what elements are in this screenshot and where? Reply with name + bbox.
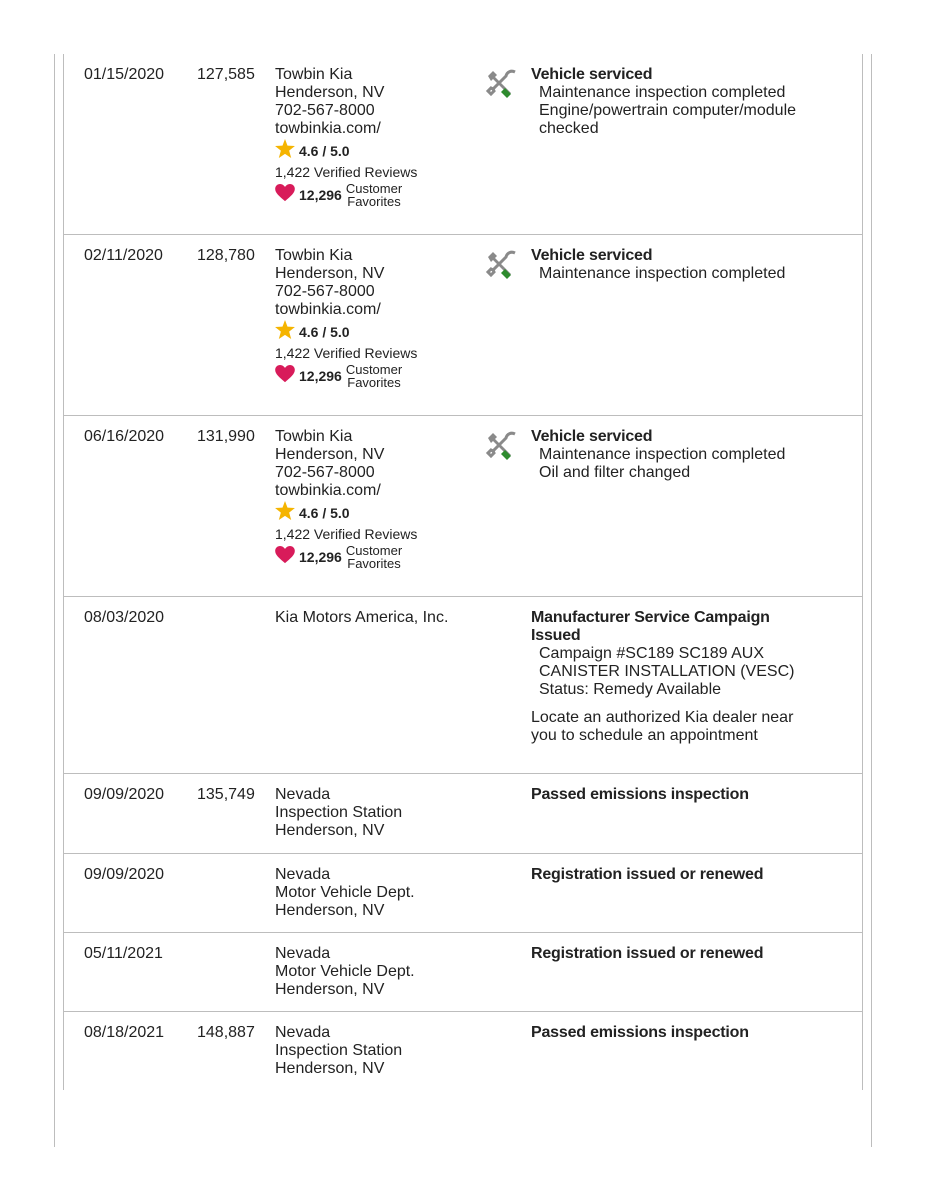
record-date: 08/03/2020 <box>84 609 165 626</box>
heart-icon <box>275 365 295 388</box>
source-detail: Henderson, NV <box>275 822 385 839</box>
record-source <box>275 66 417 208</box>
source-detail: 702-567-8000 <box>275 464 375 481</box>
record-date: 08/18/2021 <box>84 1024 165 1041</box>
source-name: Nevada <box>275 866 331 883</box>
record-title: Manufacturer Service Campaign <box>531 609 770 626</box>
record-source <box>275 866 415 920</box>
star-icon <box>275 501 299 525</box>
source-detail: 702-567-8000 <box>275 102 375 119</box>
record-date: 09/09/2020 <box>84 786 165 803</box>
record-details <box>531 1024 851 1042</box>
record-odometer: 135,749 <box>197 786 255 803</box>
heart-icon <box>275 546 295 569</box>
verified-reviews-link[interactable]: 1,422 Verified Reviews <box>275 345 418 361</box>
note-line: Locate an authorized Kia dealer near <box>531 709 794 726</box>
favorites-count: 12,296 <box>299 549 342 565</box>
dealer-rating <box>275 141 417 161</box>
source-detail: Inspection Station <box>275 1042 403 1059</box>
history-row <box>64 54 862 235</box>
history-row <box>64 1012 862 1092</box>
favorites-label-line: Customer <box>345 181 403 196</box>
record-detail-item: Oil and filter changed <box>539 464 691 481</box>
favorites-label-line: Customer <box>345 543 403 558</box>
source-detail: Henderson, NV <box>275 84 385 101</box>
source-detail[interactable]: towbinkia.com/ <box>275 301 381 318</box>
record-title: Vehicle serviced <box>531 428 653 445</box>
star-icon <box>275 320 299 344</box>
customer-favorites <box>275 544 417 570</box>
source-name: Towbin Kia <box>275 66 353 83</box>
page-frame-left <box>54 54 55 1147</box>
history-row <box>64 933 862 1012</box>
record-source <box>275 609 448 627</box>
source-detail: Henderson, NV <box>275 902 385 919</box>
source-name: Nevada <box>275 1024 331 1041</box>
source-name: Towbin Kia <box>275 428 353 445</box>
favorites-count: 12,296 <box>299 368 342 384</box>
record-detail-item: Campaign #SC189 SC189 AUX <box>539 645 765 662</box>
record-details <box>531 786 851 804</box>
service-tools-icon <box>485 68 519 102</box>
record-date: 09/09/2020 <box>84 866 165 883</box>
dealer-locate-note[interactable] <box>531 709 851 745</box>
verified-reviews-link[interactable]: 1,422 Verified Reviews <box>275 526 418 542</box>
history-row <box>64 854 862 933</box>
favorites-label-line: Favorites <box>347 194 401 209</box>
record-source <box>275 428 417 570</box>
history-row <box>64 416 862 597</box>
note-line: you to schedule an appointment <box>531 727 758 744</box>
record-detail-item: Maintenance inspection completed <box>539 265 786 282</box>
record-source <box>275 945 415 999</box>
record-detail-item: Status: Remedy Available <box>539 681 722 698</box>
source-name: Nevada <box>275 945 331 962</box>
dealer-rating <box>275 503 417 523</box>
record-title: Vehicle serviced <box>531 247 653 264</box>
page-frame-right <box>871 54 872 1147</box>
record-details <box>531 428 851 482</box>
history-records-table <box>64 54 862 1092</box>
source-detail: Henderson, NV <box>275 265 385 282</box>
record-details <box>531 66 851 138</box>
record-date: 06/16/2020 <box>84 428 165 445</box>
rating-value: 4.6 / 5.0 <box>299 324 350 340</box>
service-tools-icon <box>485 430 519 464</box>
favorites-label <box>346 363 402 389</box>
source-detail[interactable]: towbinkia.com/ <box>275 120 381 137</box>
record-detail-item: Engine/powertrain computer/module <box>539 102 797 119</box>
record-title: Passed emissions inspection <box>531 786 749 803</box>
source-detail: Motor Vehicle Dept. <box>275 884 415 901</box>
record-odometer: 127,585 <box>197 66 255 83</box>
record-details <box>531 609 851 745</box>
source-detail: Henderson, NV <box>275 446 385 463</box>
record-source <box>275 786 402 840</box>
record-odometer: 128,780 <box>197 247 255 264</box>
source-detail[interactable]: towbinkia.com/ <box>275 482 381 499</box>
record-detail-item: checked <box>539 120 599 137</box>
source-detail: 702-567-8000 <box>275 283 375 300</box>
record-odometer: 148,887 <box>197 1024 255 1041</box>
source-name: Towbin Kia <box>275 247 353 264</box>
record-title: Passed emissions inspection <box>531 1024 749 1041</box>
rating-value: 4.6 / 5.0 <box>299 143 350 159</box>
favorites-label-line: Favorites <box>347 375 401 390</box>
favorites-count: 12,296 <box>299 187 342 203</box>
record-detail-item: Maintenance inspection completed <box>539 84 786 101</box>
source-name: Kia Motors America, Inc. <box>275 609 449 626</box>
favorites-label <box>346 544 402 570</box>
record-source <box>275 1024 402 1078</box>
record-details <box>531 247 851 283</box>
dealer-rating <box>275 322 417 342</box>
star-icon <box>275 139 299 163</box>
favorites-label-line: Customer <box>345 362 403 377</box>
record-title: Vehicle serviced <box>531 66 653 83</box>
record-details <box>531 945 851 963</box>
customer-favorites <box>275 182 417 208</box>
record-title: Registration issued or renewed <box>531 945 764 962</box>
history-row <box>64 597 862 774</box>
favorites-label <box>346 182 402 208</box>
record-source <box>275 247 417 389</box>
heart-icon <box>275 184 295 207</box>
record-title: Issued <box>531 627 581 644</box>
record-details <box>531 866 851 884</box>
favorites-label-line: Favorites <box>347 556 401 571</box>
record-date: 01/15/2020 <box>84 66 165 83</box>
table-border-right <box>862 54 863 1090</box>
customer-favorites <box>275 363 417 389</box>
history-row <box>64 774 862 854</box>
record-detail-item: Maintenance inspection completed <box>539 446 786 463</box>
record-detail-item: CANISTER INSTALLATION (VESC) <box>539 663 795 680</box>
history-row <box>64 235 862 416</box>
record-odometer: 131,990 <box>197 428 255 445</box>
source-detail: Henderson, NV <box>275 1060 385 1077</box>
source-detail: Henderson, NV <box>275 981 385 998</box>
rating-value: 4.6 / 5.0 <box>299 505 350 521</box>
record-title: Registration issued or renewed <box>531 866 764 883</box>
verified-reviews-link[interactable]: 1,422 Verified Reviews <box>275 164 418 180</box>
record-date: 05/11/2021 <box>84 945 163 962</box>
source-detail: Motor Vehicle Dept. <box>275 963 415 980</box>
record-date: 02/11/2020 <box>84 247 163 264</box>
source-detail: Inspection Station <box>275 804 403 821</box>
service-tools-icon <box>485 249 519 283</box>
source-name: Nevada <box>275 786 331 803</box>
